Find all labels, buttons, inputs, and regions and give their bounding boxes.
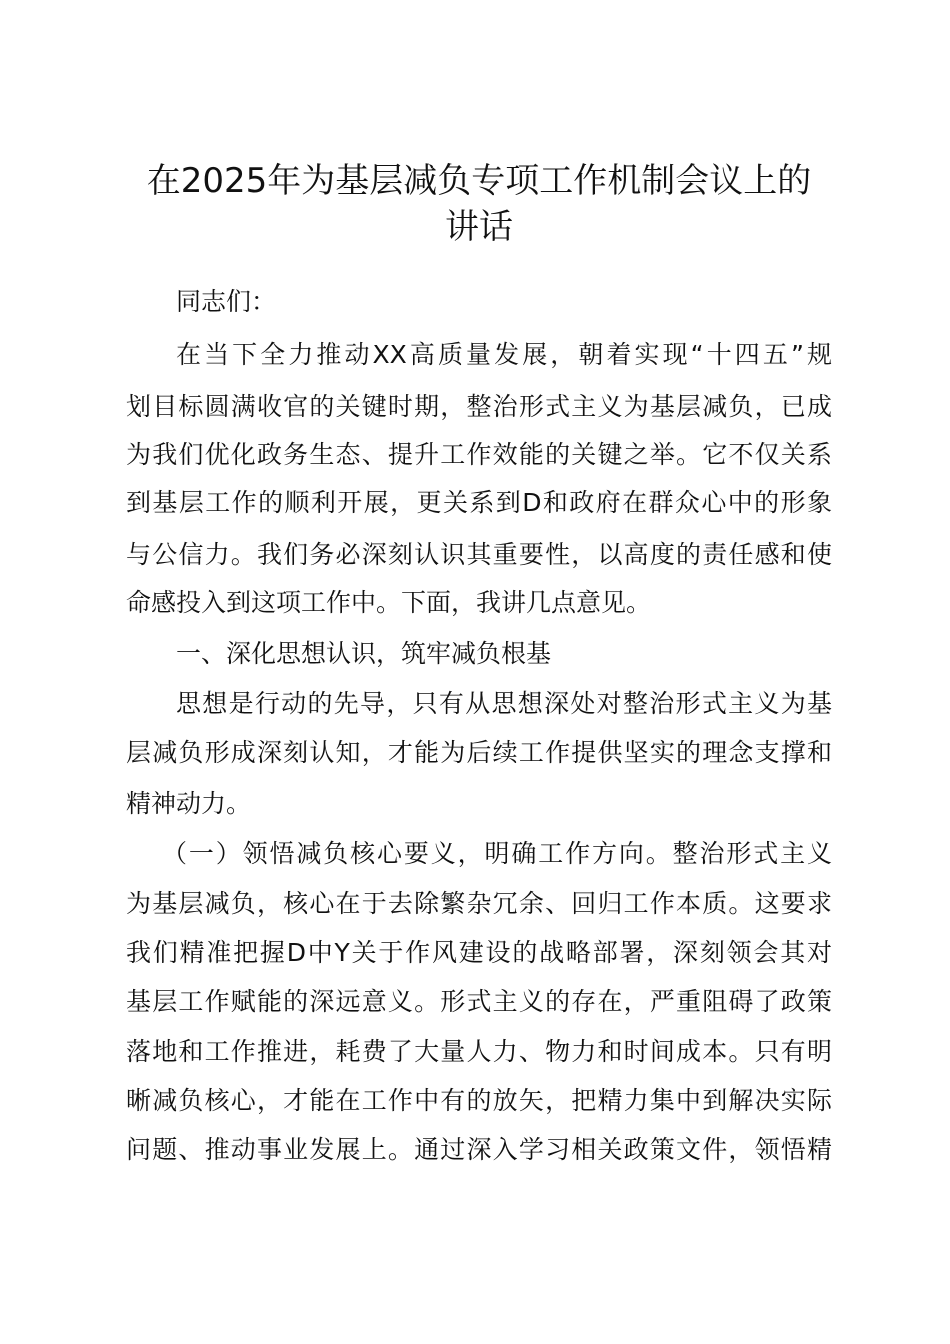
- title-line-1: 在2025年为基层减负专项工作机制会议上的: [146, 161, 812, 201]
- paragraph-2-line-1: 思想是行动的先导，只有从思想深处对整治形式主义为基: [176, 689, 832, 718]
- document-title: [126, 158, 832, 250]
- paragraph-2-line-3: 精神动力。: [126, 789, 252, 818]
- paragraph-1-line-4: 到基层工作的顺利开展，更关系到D和政府在群众心中的形象: [126, 488, 832, 517]
- paragraph-1-line-1: 在当下全力推动XX高质量发展，朝着实现“十四五”规: [176, 340, 832, 369]
- paragraph-1-line-6: 命感投入到这项工作中。下面，我讲几点意见。: [126, 588, 652, 617]
- paragraph-1-line-3: 为我们优化政务生态、提升工作效能的关键之举。它不仅关系: [126, 440, 832, 469]
- paragraph-3-line-6: 晰减负核心，才能在工作中有的放矢，把精力集中到解决实际: [126, 1086, 832, 1115]
- title-line-2: 讲话: [445, 207, 513, 247]
- greeting: 同志们：: [176, 287, 277, 316]
- paragraph-2-line-2: 层减负形成深刻认知，才能为后续工作提供坚实的理念支撑和: [126, 738, 832, 767]
- paragraph-1-line-2: 划目标圆满收官的关键时期，整治形式主义为基层减负，已成: [126, 392, 832, 421]
- paragraph-3-line-1: （一）领悟减负核心要义，明确工作方向。整治形式主义: [162, 839, 832, 868]
- paragraph-3-line-2: 为基层减负，核心在于去除繁杂冗余、回归工作本质。这要求: [126, 889, 832, 918]
- paragraph-3-line-5: 落地和工作推进，耗费了大量人力、物力和时间成本。只有明: [126, 1037, 832, 1066]
- paragraph-3-line-3: 我们精准把握D中Y关于作风建设的战略部署，深刻领会其对: [126, 938, 832, 967]
- paragraph-3-line-7: 问题、推动事业发展上。通过深入学习相关政策文件，领悟精: [126, 1135, 832, 1164]
- paragraph-1-line-5: 与公信力。我们务必深刻认识其重要性，以高度的责任感和使: [126, 540, 832, 569]
- section-heading-1: 一、深化思想认识，筑牢减负根基: [176, 639, 552, 668]
- paragraph-3-line-4: 基层工作赋能的深远意义。形式主义的存在，严重阻碍了政策: [126, 987, 832, 1016]
